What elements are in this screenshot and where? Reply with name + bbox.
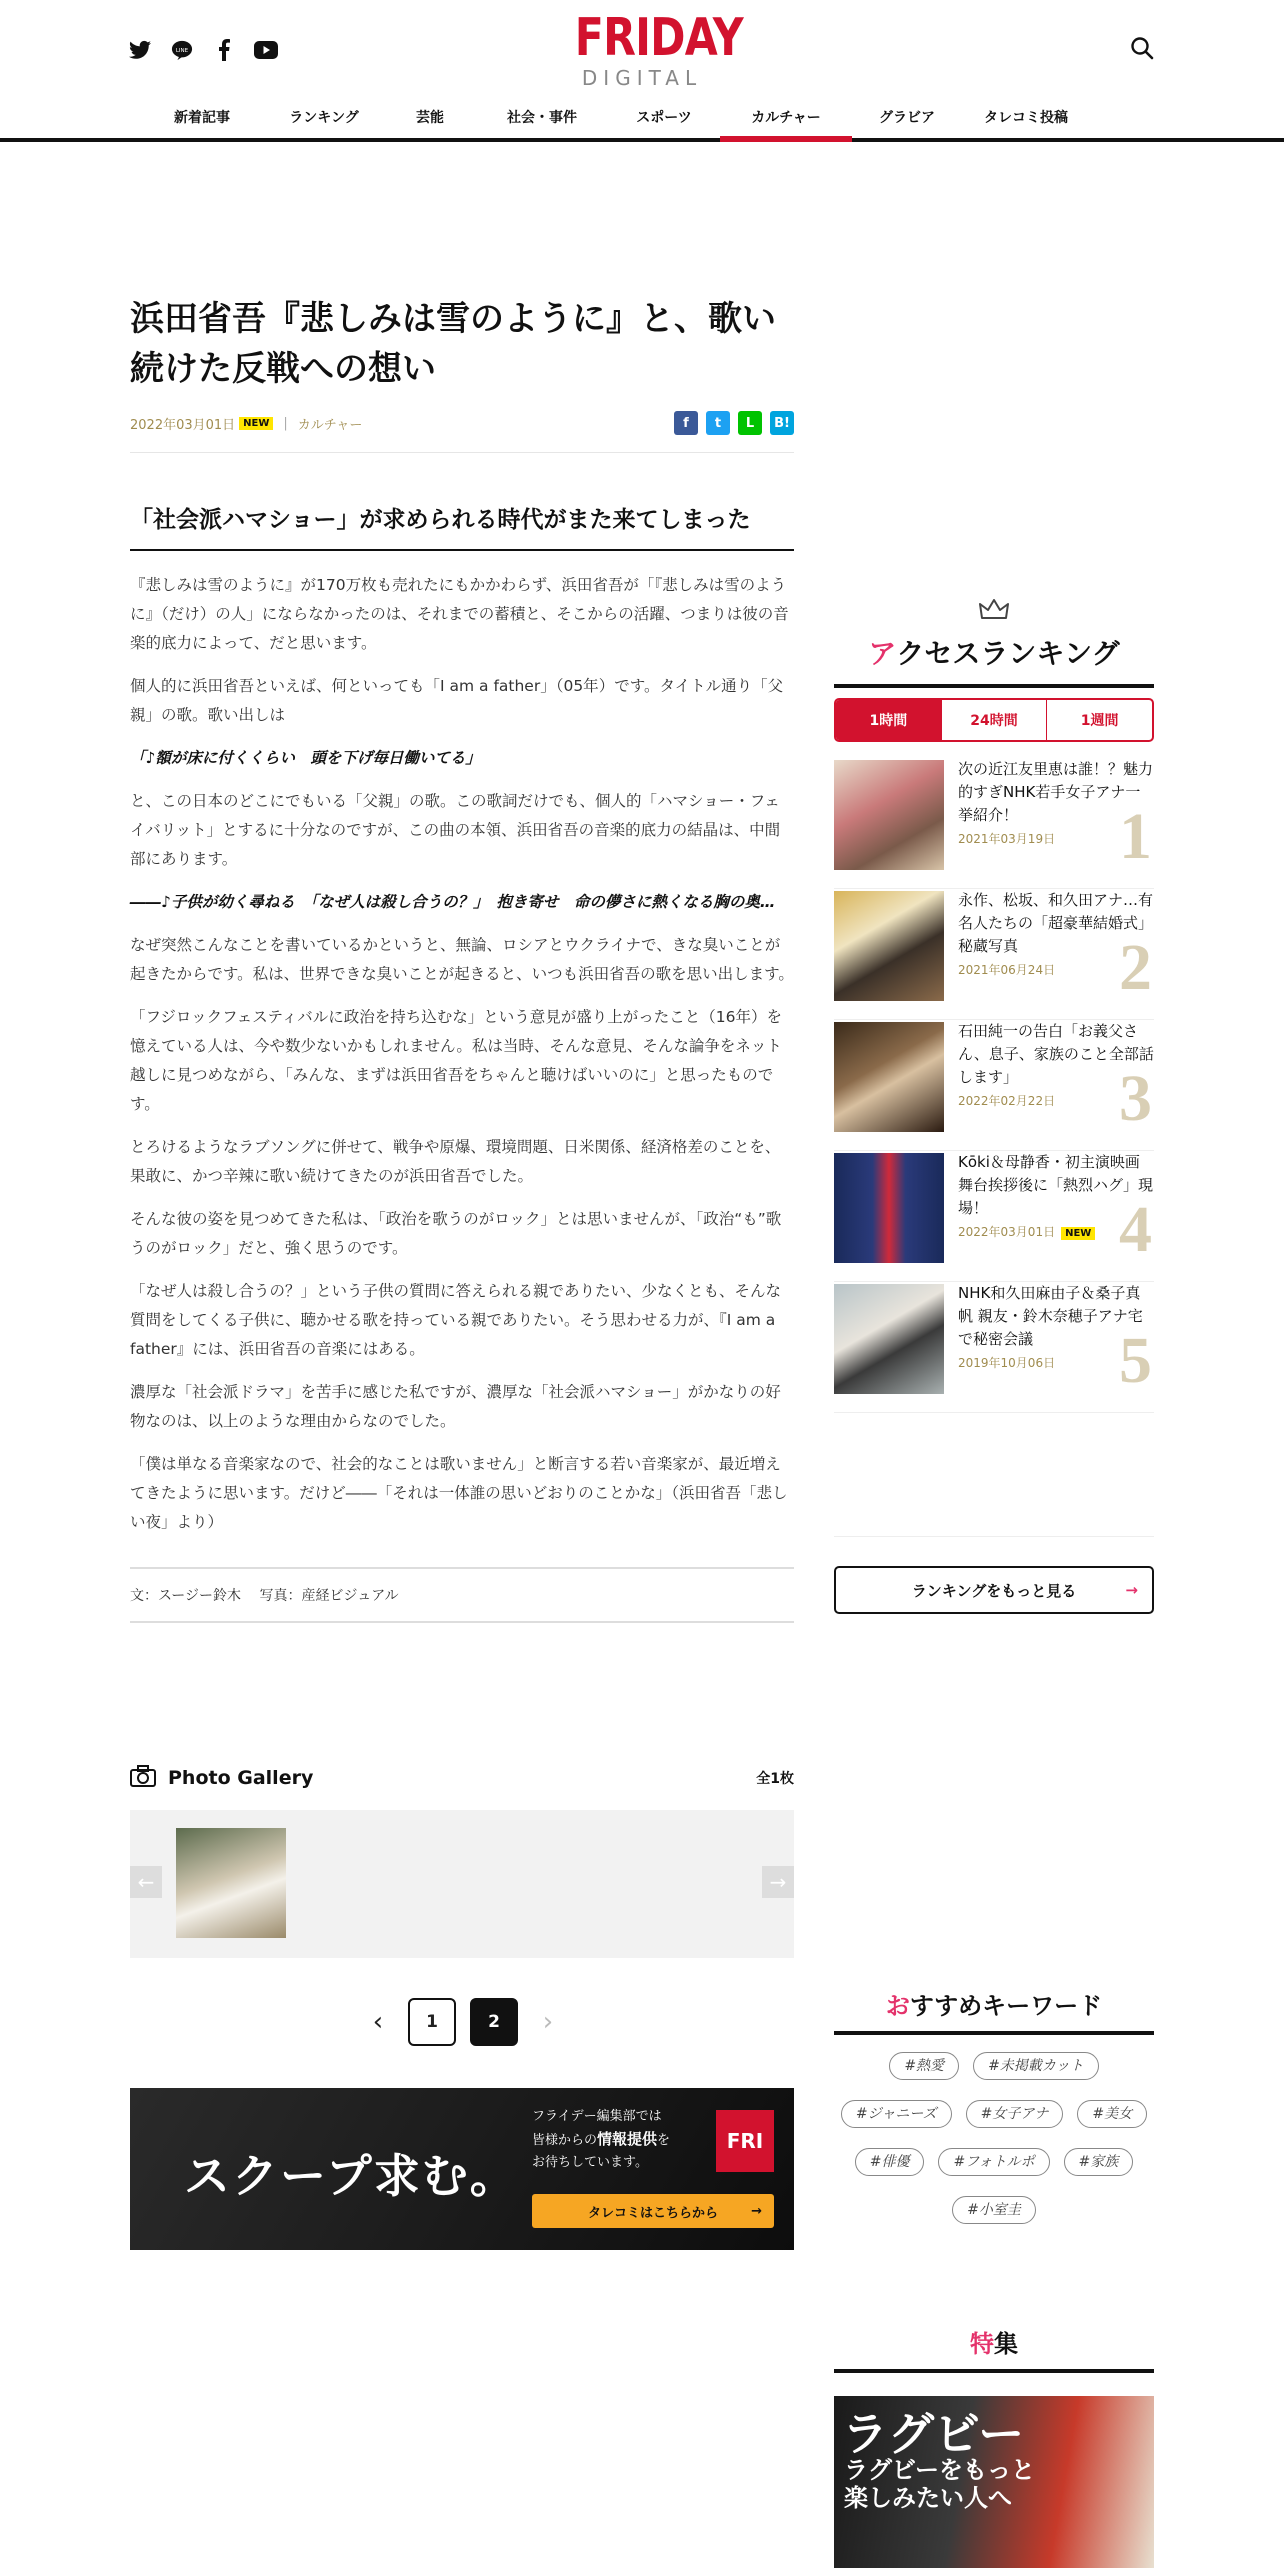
ranking-item[interactable] [834,758,1154,889]
ranking-item[interactable] [834,889,1154,1020]
logo-friday: FRIDAY [574,8,743,68]
article [130,294,794,1623]
paragraph: 「なぜ人は殺し合うの？」という子供の質問に答えられる親でありたい、少なくとも、そんな質問をしてくる子供に、聴かせる歌を持っている親でありたい。そう思わせる力が、『I am a father』には、浜田省吾の音楽にはある。 [130,1282,782,1358]
main-nav [140,104,1090,142]
divider [130,452,794,453]
nav-item-sports[interactable]: スポーツ [636,110,692,126]
article-credit: 文：スージー鈴木 写真：産経ビジュアル [130,1567,794,1623]
divider [834,1536,1154,1537]
ranking-tabs [834,698,1154,742]
keywords-title-text: すすめキーワード [909,1992,1103,2020]
banner-text-bold: 情報提供 [597,2130,658,2148]
ranking-item-date: 2019年10月06日 [958,1356,1056,1370]
paragraph: 「フジロックフェスティバルに政治を持ち込むな」という意見が盛り上がったこと（16年）を憶えている人は、今や数少ないかもしれません。私は当時、そんな意見、そんな論争をネット越しに見つめながら、「みんな、まずは浜田省吾をちゃんと聴けばいいのに」と思ったものです。 [130,1008,782,1113]
ranking-thumbnail[interactable] [834,1284,944,1394]
paragraph: 濃厚な「社会派ドラマ」を苦手に感じた私ですが、濃厚な「社会派ハマショー」がかなりの好物なのは、以上のような理由からなのでした。 [130,1383,781,1430]
ranking-title-text: クセスランキング [896,637,1120,670]
banner-line [532,2128,712,2152]
search-icon[interactable] [1130,36,1158,64]
social-links [128,38,278,62]
share-hatena-icon[interactable]: B! [770,411,794,435]
paragraph: とろけるようなラブソングに併せて、戦争や原爆、環境問題、日米関係、経済格差のことを、果敢に、かつ辛辣に歌い続けてきたのが浜田省吾でした。 [130,1138,781,1185]
ranking-item-date: 2021年03月19日 [958,832,1056,846]
special-banner-subtitle: ラグビーをもっと楽しみたい人へ [844,2456,1036,2512]
new-badge: NEW [239,417,273,430]
ranking-item-title[interactable]: 永作、松坂、和久田アナ…有名人たちの「超豪華結婚式」秘蔵写真 [958,891,1154,955]
banner-line: お待ちしています。 [532,2155,648,2170]
keyword-list [834,2052,1154,2224]
ranking-title-accent: ア [868,637,897,670]
ranking-header [834,598,1154,688]
banner-text-part: を [657,2133,671,2148]
paragraph: と、この日本のどこにでもいる「父親」の歌。この歌詞だけでも、個人的「ハマショー・フェイバリット」とするに十分なのですが、この曲の本領、浜田省吾の音楽的底力の結晶は、中間部にあります。 [130,792,781,868]
article-date: 2022年03月01日 [130,417,236,433]
paragraph: 個人的に浜田省吾といえば、何といっても「I am a father」（05年）です。タイトル通り「父親」の歌。歌い出しは [130,677,784,724]
svg-text:LINE: LINE [175,47,189,54]
ranking-more-label: ランキングをもっと見る [911,1581,1077,1600]
ranking-item-title[interactable]: 次の近江友里恵は誰！？魅力的すぎNHK若手女子アナ一挙紹介！ [958,760,1154,824]
nav-item-gravure[interactable]: グラビア [879,110,935,126]
tip-submit-label: タレコミはこちらから [587,2205,718,2221]
keyword-tag[interactable]: #女子アナ [966,2100,1064,2128]
article-body [130,571,794,1537]
lyric-quote: 「♪額が床に付くくらい 頭を下げ毎日働いてる」 [130,749,481,767]
ranking-thumbnail[interactable] [834,760,944,870]
pager-page-1[interactable]: 1 [408,1998,456,2046]
special-banner-title: ラグビー [842,2407,1025,2461]
share-twitter-icon[interactable]: t [706,411,730,435]
gallery-prev-button[interactable]: ← [130,1866,162,1898]
gallery-count: 全1枚 [756,1771,794,1787]
photo-gallery [130,1810,794,1958]
pager-next-icon: › [542,2007,554,2037]
tab-1week[interactable]: 1週間 [1080,713,1119,729]
ranking-thumbnail[interactable] [834,891,944,1001]
nav-item-ranking[interactable]: ランキング [289,110,359,126]
ranking-item-date-text: 2022年03月01日 [958,1225,1056,1239]
twitter-icon[interactable] [128,38,152,62]
gallery-title: Photo Gallery [168,1767,314,1789]
banner-line: フライデー編集部では [532,2109,662,2124]
nav-item-entertainment[interactable]: 芸能 [416,110,444,126]
banner-logo: FRI [716,2110,774,2172]
gallery-thumbnail[interactable] [176,1828,286,1938]
keyword-tag[interactable]: #家族 [1064,2148,1134,2176]
arrow-right-icon: → [751,2203,762,2219]
tip-submit-button[interactable] [532,2194,774,2228]
share-facebook-icon[interactable]: f [674,411,698,435]
ranking-thumbnail[interactable] [834,1153,944,1263]
ranking-thumbnail[interactable] [834,1022,944,1132]
gallery-next-button[interactable]: → [762,1866,794,1898]
article-subhead: 「社会派ハマショー」が求められる時代がまた来てしまった [130,503,794,551]
ranking-more-button[interactable] [834,1566,1154,1614]
keyword-tag[interactable]: #未掲載カット [973,2052,1099,2080]
special-header [834,2324,1154,2373]
pager-page-2[interactable]: 2 [470,1998,518,2046]
tab-24hours[interactable]: 24時間 [942,700,1048,740]
article-title: 浜田省吾『悲しみは雪のように』と、歌い続けた反戦への想い [130,299,776,389]
paragraph: そんな彼の姿を見つめてきた私は、「政治を歌うのがロック」とは思いませんが、「政治“も”歌うのがロック」だと、強く思うのです。 [130,1210,782,1257]
ranking-list [834,758,1154,1413]
ranking-item[interactable] [834,1151,1154,1282]
gallery-header [130,1760,794,1796]
site-header [0,0,1284,142]
ranking-item[interactable] [834,1282,1154,1413]
paragraph: なぜ突然こんなことを書いているかというと、無論、ロシアとウクライナで、きな臭いことが起きたからです。私は、世界できな臭いことが起きると、いつも浜田省吾の歌を思い出します。 [130,936,794,983]
ranking-item-title[interactable]: 石田純一の告白「お義父さん、息子、家族のこと全部話します」 [958,1022,1154,1086]
ranking-item-date [958,1223,1095,1240]
ranking-item-date: 2021年06月24日 [958,963,1056,977]
ranking-item-title[interactable]: Kōki＆母静香・初主演映画舞台挨拶後に「熱烈ハグ」現場！ [958,1153,1154,1217]
ranking-number: 4 [1119,1193,1152,1266]
nav-item-new[interactable]: 新着記事 [174,110,230,126]
special-feature-banner[interactable] [834,2396,1154,2568]
pager-prev-icon[interactable]: ‹ [372,2007,384,2037]
keywords-header [834,1986,1154,2035]
tab-1hour[interactable]: 1時間 [836,700,942,740]
keyword-tag[interactable]: #熱愛 [889,2052,959,2080]
arrow-right-icon: → [1125,1581,1138,1599]
keyword-tag[interactable]: #ジャニーズ [841,2100,952,2128]
ranking-item[interactable] [834,1020,1154,1151]
special-title-text: 集 [994,2330,1018,2358]
ranking-number: 3 [1119,1062,1152,1135]
keyword-tag[interactable]: #フォトルポ [938,2148,1049,2176]
meta-separator: | [283,415,288,431]
line-icon[interactable] [170,38,194,62]
paragraph: 「僕は単なる音楽家なので、社会的なことは歌いません」と断言する若い音楽家が、最近増えてきたように思います。だけど――「それは一体誰の思いどおりのことかな」（浜田省吾「悲しい夜」より） [130,1455,788,1531]
paragraph: 『悲しみは雪のように』が170万枚も売れたにもかかわらず、浜田省吾が「『悲しみは雪のように』（だけ）の人」にならなかったのは、それまでの蓄積と、そこからの活躍、つまりは彼の音楽的底力によって、だと思います。 [130,576,789,652]
banner-headline: スクープ求む。 [184,2149,518,2203]
special-title-accent: 特 [970,2330,994,2358]
lyric-quote: ――♪子供が幼く尋ねる 「なぜ人は殺し合うの？」 抱き寄せ 命の儚さに熱くなる胸の奥… [130,893,776,911]
ranking-number: 2 [1119,931,1152,1004]
banner-text [532,2106,712,2174]
logo-digital: DIGITAL [581,66,703,90]
keyword-tag[interactable]: #俳優 [855,2148,925,2176]
article-category[interactable]: カルチャー [297,417,363,433]
nav-item-society[interactable]: 社会・事件 [507,110,577,126]
site-logo[interactable] [560,8,743,90]
banner-text-part: 皆様からの [532,2133,598,2148]
ranking-number: 5 [1119,1324,1152,1397]
ranking-title [834,632,1154,688]
ranking-item-date: 2022年02月22日 [958,1094,1056,1108]
keywords-title-accent: お [885,1992,910,2020]
camera-icon [130,1765,156,1791]
share-line-icon[interactable]: L [738,411,762,435]
pagination [362,1998,564,2046]
ranking-item-title[interactable]: NHK和久田麻由子＆桑子真帆 親友・鈴木奈穂子アナ宅で秘密会議 [958,1284,1143,1348]
scoop-banner[interactable] [130,2088,794,2250]
nav-item-tip-submit[interactable]: タレコミ投稿 [984,110,1068,126]
keyword-tag[interactable]: #小室圭 [952,2196,1036,2224]
youtube-icon[interactable] [254,38,278,62]
article-meta [130,408,794,438]
ranking-number: 1 [1119,800,1152,873]
facebook-icon[interactable] [212,38,236,62]
crown-icon [834,598,1154,628]
new-badge: NEW [1061,1227,1095,1240]
share-buttons [674,411,794,435]
nav-item-culture[interactable]: カルチャー [720,104,852,138]
keyword-tag[interactable]: #美女 [1077,2100,1147,2128]
